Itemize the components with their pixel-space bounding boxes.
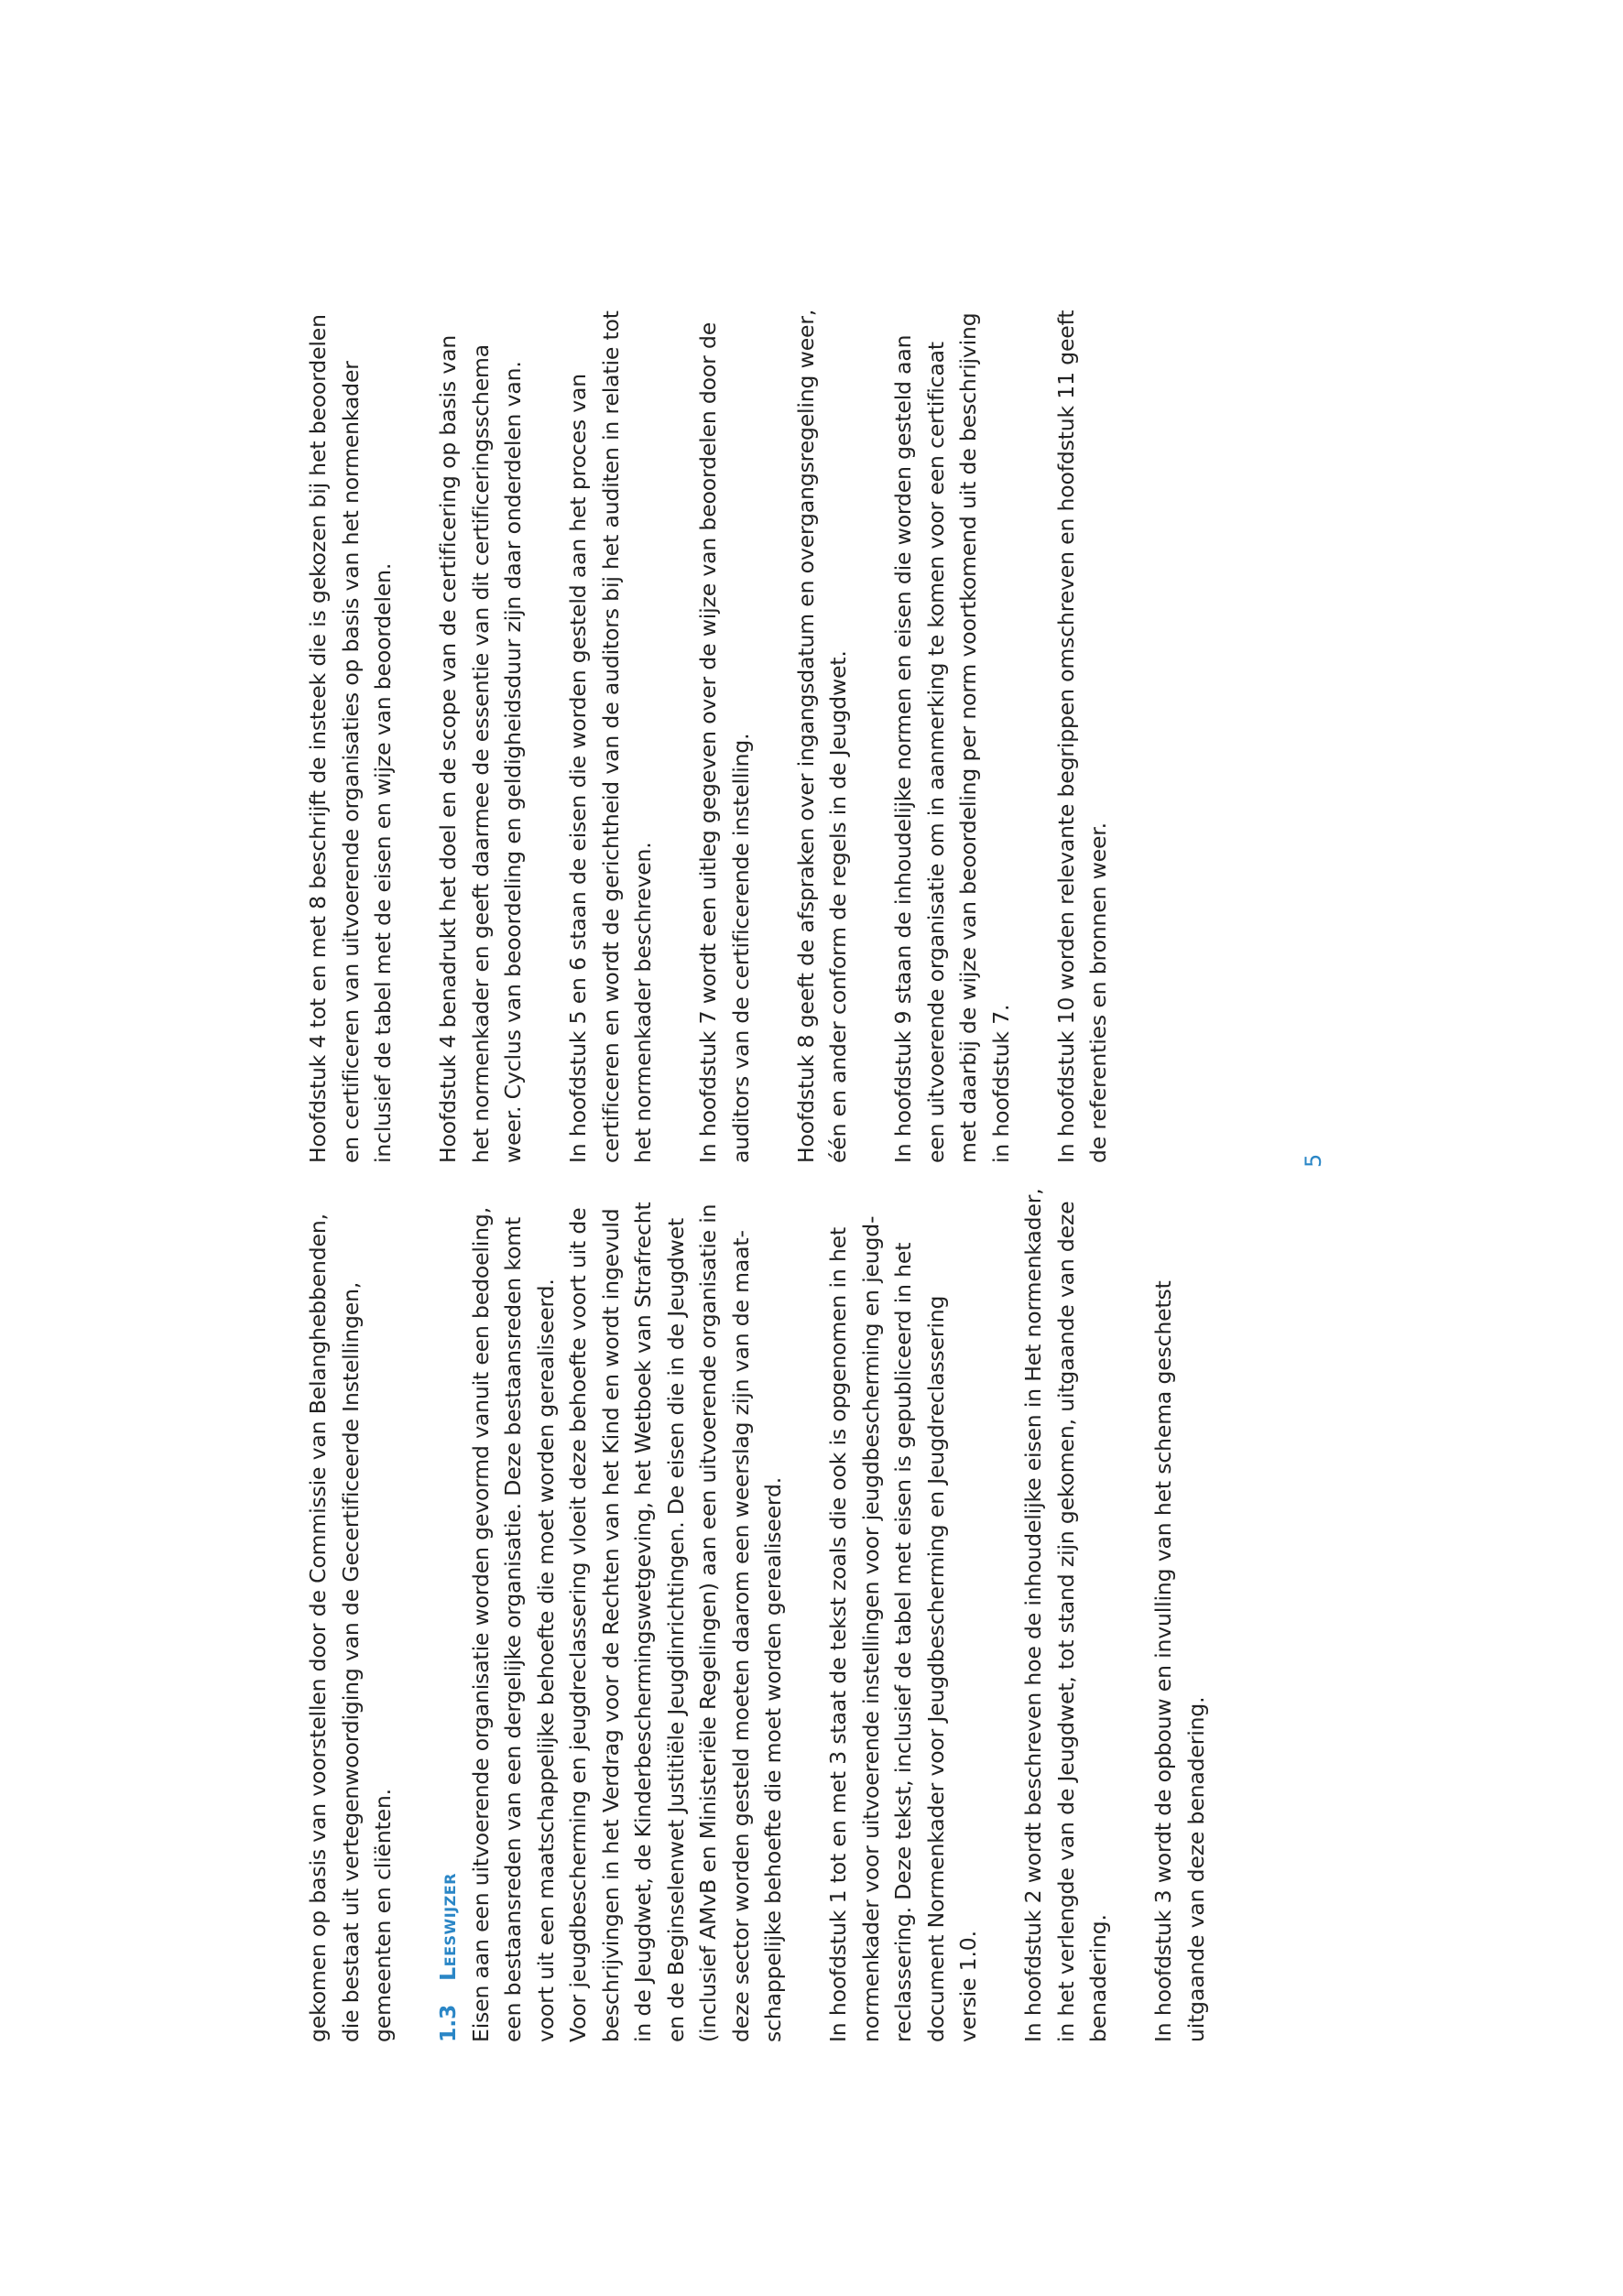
text-line: deze sector worden gesteld moeten daarom een weerslag zijn van de maat- bbox=[727, 1230, 754, 2042]
text-line: normenkader voor uitvoerende instellingen voor jeugdbescherming en jeugd- bbox=[857, 1215, 884, 2042]
text-line: een uitvoerende organisatie om in aanmerking te komen voor een certificaat bbox=[922, 342, 949, 1163]
text-line: gekomen op basis van voorstellen door de Commissie van Belanghebbenden, bbox=[305, 1213, 331, 2042]
text-line: Hoofdstuk 4 benadrukt het doel en de scope van de certificering op basis van bbox=[435, 334, 461, 1163]
text-line: certificeren en wordt de gerichtheid van de auditors bij het auditen in relatie tot bbox=[597, 310, 624, 1163]
left-text-column bbox=[302, 1188, 1246, 2042]
text-line: In hoofdstuk 1 tot en met 3 staat de tekst zoals die ook is opgenomen in het bbox=[825, 1226, 851, 2042]
text-line: In hoofdstuk 9 staan de inhoudelijke normen en eisen die worden gesteld aan bbox=[890, 334, 916, 1163]
text-line: Eisen aan een uitvoerende organisatie worden gevormd vanuit een bedoeling, bbox=[467, 1206, 494, 2042]
text-line: versie 1.0. bbox=[955, 1931, 981, 2042]
text-line: reclassering. Deze tekst, inclusief de tabel met eisen is gepubliceerd in het bbox=[890, 1242, 916, 2042]
text-line: een bestaansreden van een dergelijke organisatie. Deze bestaansreden komt bbox=[500, 1216, 526, 2042]
text-line: In hoofdstuk 7 wordt een uitleg gegeven over de wijze van beoordelen door de bbox=[695, 321, 721, 1163]
body-paragraph bbox=[465, 1202, 790, 2042]
section-number: 1.3 bbox=[435, 2004, 461, 2042]
text-line: in hoofdstuk 7. bbox=[987, 1004, 1014, 1163]
text-line: het normenkader en geeft daarmee de essentie van dit certificeringsschema bbox=[467, 343, 494, 1163]
text-line: schappelijke behoefte die moet worden gerealiseerd. bbox=[760, 1476, 786, 2042]
text-line: één en ander conform de regels in de Jeugdwet. bbox=[825, 650, 851, 1163]
text-line: gemeenten en cliënten. bbox=[370, 1788, 396, 2042]
text-line: In hoofdstuk 3 wordt de opbouw en invulling van het schema geschetst bbox=[1150, 1280, 1176, 2042]
text-line: In hoofdstuk 5 en 6 staan de eisen die worden gesteld aan het proces van bbox=[565, 373, 591, 1163]
section-title: Leeswijzer bbox=[435, 1873, 461, 1981]
text-line: in de Jeugdwet, de Kinderbeschermingswetgeving, het Wetboek van Strafrecht bbox=[630, 1202, 656, 2042]
page-number: 5 bbox=[1301, 1153, 1326, 1168]
text-line: benadering. bbox=[1085, 1914, 1111, 2042]
text-line: Hoofdstuk 4 tot en met 8 beschrijft de insteek die is gekozen bij het beoordelen bbox=[305, 314, 331, 1163]
text-line: het normenkader beschreven. bbox=[630, 842, 656, 1163]
body-paragraph bbox=[692, 321, 757, 1163]
text-line: Voor jeugdbescherming en jeugdreclassering vloeit deze behoefte voort uit de bbox=[565, 1207, 591, 2042]
intro-paragraph bbox=[302, 1213, 400, 2042]
body-paragraph bbox=[790, 309, 855, 1163]
text-line: weer. Cyclus van beoordeling en geldigheidsduur zijn daar onderdelen van. bbox=[500, 361, 526, 1163]
text-line: auditors van de certificerende instelling. bbox=[727, 733, 754, 1163]
body-paragraph bbox=[1051, 310, 1116, 1163]
text-line: die bestaat uit vertegenwoordiging van de Gecertificeerde Instellingen, bbox=[337, 1281, 364, 2042]
body-paragraph bbox=[888, 312, 1018, 1163]
text-line: met daarbij de wijze van beoordeling per norm voortkomend uit de beschrijving bbox=[955, 312, 981, 1163]
body-paragraph bbox=[1148, 1264, 1213, 2042]
text-line: uitgaande van deze benadering. bbox=[1182, 1696, 1209, 2042]
text-line: in het verlengde van de Jeugdwet, tot stand zijn gekomen, uitgaande van deze bbox=[1052, 1201, 1079, 2042]
text-line: In hoofdstuk 10 worden relevante begrippen omschreven en hoofdstuk 11 geeft bbox=[1052, 310, 1079, 1163]
body-paragraph bbox=[1018, 1188, 1116, 2042]
rotated-document-page bbox=[302, 309, 1326, 2042]
text-line: In hoofdstuk 2 wordt beschreven hoe de inhoudelijke eisen in Het normenkader, bbox=[1020, 1188, 1046, 2042]
text-line: de referenties en bronnen weer. bbox=[1085, 822, 1111, 1163]
text-line: voort uit een maatschappelijke behoefte die moet worden gerealiseerd. bbox=[532, 1279, 559, 2042]
body-paragraph bbox=[562, 310, 660, 1163]
body-paragraph bbox=[822, 1215, 986, 2042]
section-heading bbox=[432, 1264, 465, 2042]
text-line: en de Beginselenwet Justitiële Jeugdinrichtingen. De eisen die in de Jeugdwet bbox=[662, 1217, 689, 2042]
text-line: inclusief de tabel met de eisen en wijze van beoordelen. bbox=[370, 562, 396, 1163]
body-paragraph bbox=[302, 314, 400, 1163]
body-paragraph bbox=[432, 334, 530, 1163]
text-line: Hoofdstuk 8 geeft de afspraken over ingangsdatum en overgangsregeling weer, bbox=[792, 309, 819, 1163]
text-line: en certificeren van uitvoerende organisaties op basis van het normenkader bbox=[337, 361, 364, 1163]
text-line: beschrijvingen in het Verdrag voor de Rechten van het Kind en wordt ingevuld bbox=[597, 1208, 624, 2042]
right-text-column bbox=[302, 309, 1148, 1163]
text-line: (inclusief AMvB en Ministeriële Regelingen) aan een uitvoerende organisatie in bbox=[695, 1203, 721, 2042]
text-line: document Normenkader voor Jeugdbescherming en Jeugdreclassering bbox=[922, 1295, 949, 2042]
